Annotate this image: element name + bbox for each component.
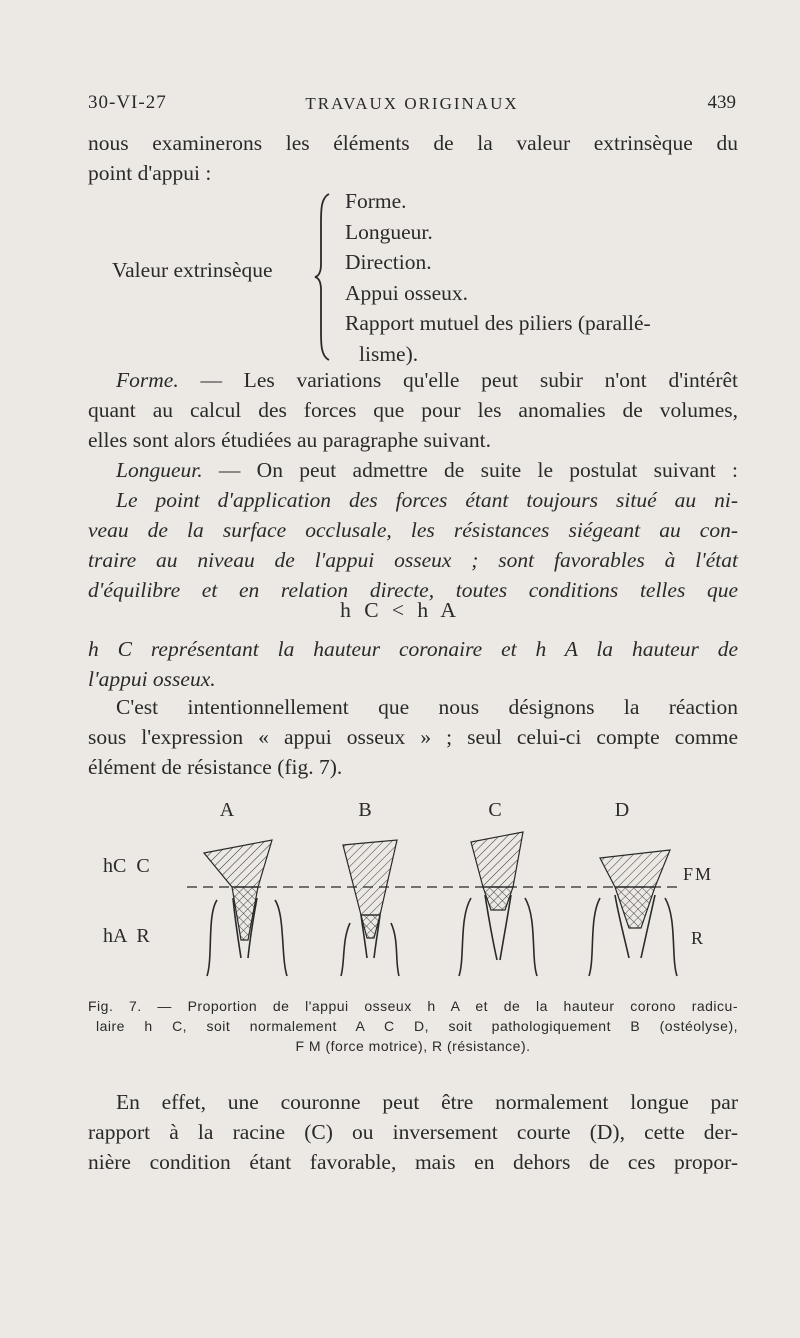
- forme-line-1: [88, 365, 738, 395]
- definition-line-2: l'appui osseux.: [88, 667, 216, 691]
- list-item: Appui osseux.: [345, 280, 469, 305]
- postulate-line-3: traire au niveau de l'appui osseux ; sont favorables à l'état: [88, 548, 738, 572]
- forme-label: Forme.: [116, 368, 179, 392]
- caption-line-2: laire h C, soit normalement A C D, soit pathologiquement B (ostéolyse),: [96, 1018, 738, 1034]
- tooth-c: [459, 832, 537, 976]
- figure-7: [95, 790, 735, 990]
- para2-line-3: élément de résistance (fig. 7).: [88, 755, 343, 779]
- forme-line-3: elles sont alors étudiées au paragraphe suivant.: [88, 428, 491, 452]
- para2-line-2: sous l'expression « appui osseux » ; seul celui-ci compte comme: [88, 725, 738, 749]
- figure-caption: [88, 996, 738, 1056]
- tooth-b: [341, 840, 399, 976]
- list-items: [345, 186, 651, 369]
- list-item: Forme.: [345, 189, 407, 213]
- longueur-text: — On peut admettre de suite le postulat suivant :: [202, 458, 738, 482]
- caption-line-1: Fig. 7. — Proportion de l'appui osseux h A et de la hauteur corono radicu-: [88, 998, 738, 1014]
- page-number: 439: [707, 92, 736, 113]
- definition-line-1: h C représentant la hauteur coronaire et h A la hauteur de: [88, 637, 738, 661]
- intro-line-1: nous examinerons les éléments de la valeur extrinsèque du: [88, 131, 738, 155]
- postulate-line-2: veau de la surface occlusale, les résistances siégeant au con-: [88, 518, 738, 542]
- brace-icon: [313, 192, 335, 362]
- label-fm: FM: [683, 864, 714, 884]
- caption-line-3: F M (force motrice), R (résistance).: [295, 1038, 531, 1054]
- list-item: Longueur.: [345, 219, 433, 244]
- postulate-line-4: d'équilibre et en relation directe, toutes conditions telles que: [88, 578, 738, 602]
- list-item: lisme).: [359, 341, 419, 366]
- formula: h C < h A: [340, 598, 460, 622]
- tooth-a: [204, 840, 287, 976]
- letter-b: B: [358, 799, 372, 821]
- list-key: Valeur extrinsèque: [112, 258, 273, 282]
- forme-text: — Les variations qu'elle peut subir n'ont d'intérêt: [178, 368, 738, 392]
- para2-line-1: C'est intentionnellement que nous désignons la réaction: [116, 695, 738, 719]
- longueur-line-1: [88, 455, 738, 485]
- longueur-label: Longueur.: [116, 458, 203, 482]
- running-header: [88, 92, 736, 120]
- tooth-d: [589, 850, 677, 976]
- header-date: 30-VI-27: [88, 92, 167, 113]
- label-r: R: [691, 928, 704, 948]
- forme-line-2: quant au calcul des forces que pour les anomalies de volumes,: [88, 398, 738, 422]
- label-hc-c: hC C: [103, 855, 150, 877]
- postulate-line-1: Le point d'application des forces étant toujours situé au ni-: [116, 488, 738, 512]
- header-title: TRAVAUX ORIGINAUX: [305, 94, 519, 113]
- para3-line-2: rapport à la racine (C) ou inversement courte (D), cette der-: [88, 1120, 738, 1144]
- list-item: Rapport mutuel des piliers (parallé-: [345, 311, 651, 335]
- letter-d: D: [614, 799, 630, 821]
- list-item: Direction.: [345, 250, 432, 274]
- para3-line-1: En effet, une couronne peut être normalement longue par: [116, 1090, 738, 1114]
- label-ha-r: hA R: [103, 925, 150, 947]
- letter-c: C: [488, 799, 502, 821]
- intro-line-2: point d'appui :: [88, 161, 212, 185]
- para3-line-3: nière condition étant favorable, mais en dehors de ces propor-: [88, 1150, 738, 1174]
- letter-a: A: [219, 799, 235, 821]
